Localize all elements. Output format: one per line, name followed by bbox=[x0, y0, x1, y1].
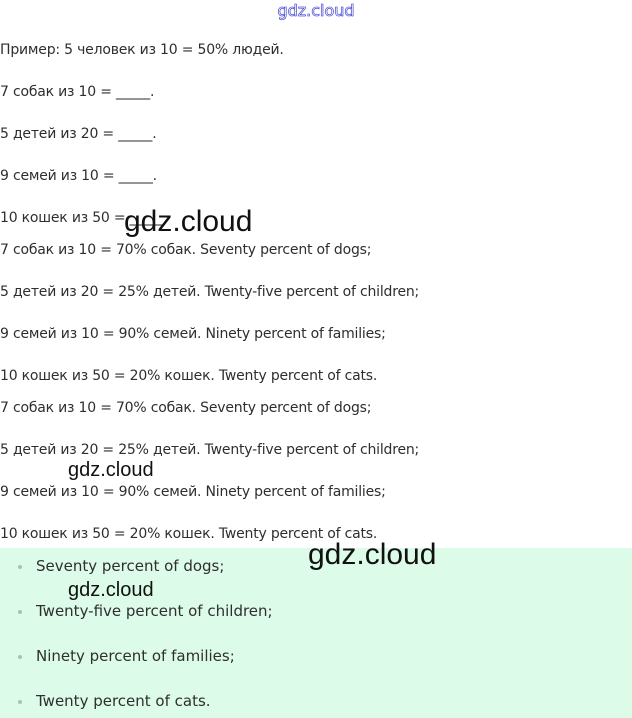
bullet-text: Ninety percent of families; bbox=[36, 647, 235, 665]
bullet-dot-icon bbox=[18, 610, 22, 614]
blank-line-cats: 10 кошек из 50 = _____. bbox=[0, 210, 168, 226]
bullet-item bbox=[0, 601, 632, 621]
watermark-large: gdz.cloud bbox=[124, 205, 253, 238]
answer-line-dogs-repeat: 7 собак из 10 = 70% собак. Seventy percent of dogs; bbox=[0, 400, 372, 416]
example-line: Пример: 5 человек из 10 = 50% людей. bbox=[0, 42, 284, 58]
bullet-dot-icon bbox=[18, 655, 22, 659]
bullet-text: Twenty-five percent of children; bbox=[36, 602, 273, 620]
watermark-small: gdz.cloud bbox=[68, 459, 154, 481]
bullet-item bbox=[0, 691, 632, 711]
answer-line-families: 9 семей из 10 = 90% семей. Ninety percent of families; bbox=[0, 326, 386, 342]
bullet-item bbox=[0, 646, 632, 666]
answer-line-children: 5 детей из 20 = 25% детей. Twenty-five percent of children; bbox=[0, 284, 420, 300]
bullet-text: Twenty percent of cats. bbox=[36, 692, 211, 710]
blank-line-dogs: 7 собак из 10 = _____. bbox=[0, 84, 155, 100]
answer-line-dogs: 7 собак из 10 = 70% собак. Seventy percent of dogs; bbox=[0, 242, 372, 258]
bullet-dot-icon bbox=[18, 700, 22, 704]
watermark-small: gdz.cloud bbox=[68, 579, 154, 601]
answer-line-cats-repeat: 10 кошек из 50 = 20% кошек. Twenty percent of cats. bbox=[0, 526, 378, 542]
answer-line-families-repeat: 9 семей из 10 = 90% семей. Ninety percent of families; bbox=[0, 484, 386, 500]
bullet-dot-icon bbox=[18, 565, 22, 569]
bullet-text: Seventy percent of dogs; bbox=[36, 557, 225, 575]
answer-line-children-repeat: 5 детей из 20 = 25% детей. Twenty-five percent of children; bbox=[0, 442, 420, 458]
watermark-large: gdz.cloud bbox=[308, 538, 437, 571]
blank-line-families: 9 семей из 10 = _____. bbox=[0, 168, 157, 184]
header-watermark: gdz.cloud bbox=[277, 1, 355, 20]
answer-line-cats: 10 кошек из 50 = 20% кошек. Twenty percent of cats. bbox=[0, 368, 378, 384]
blank-line-children: 5 детей из 20 = _____. bbox=[0, 126, 157, 142]
